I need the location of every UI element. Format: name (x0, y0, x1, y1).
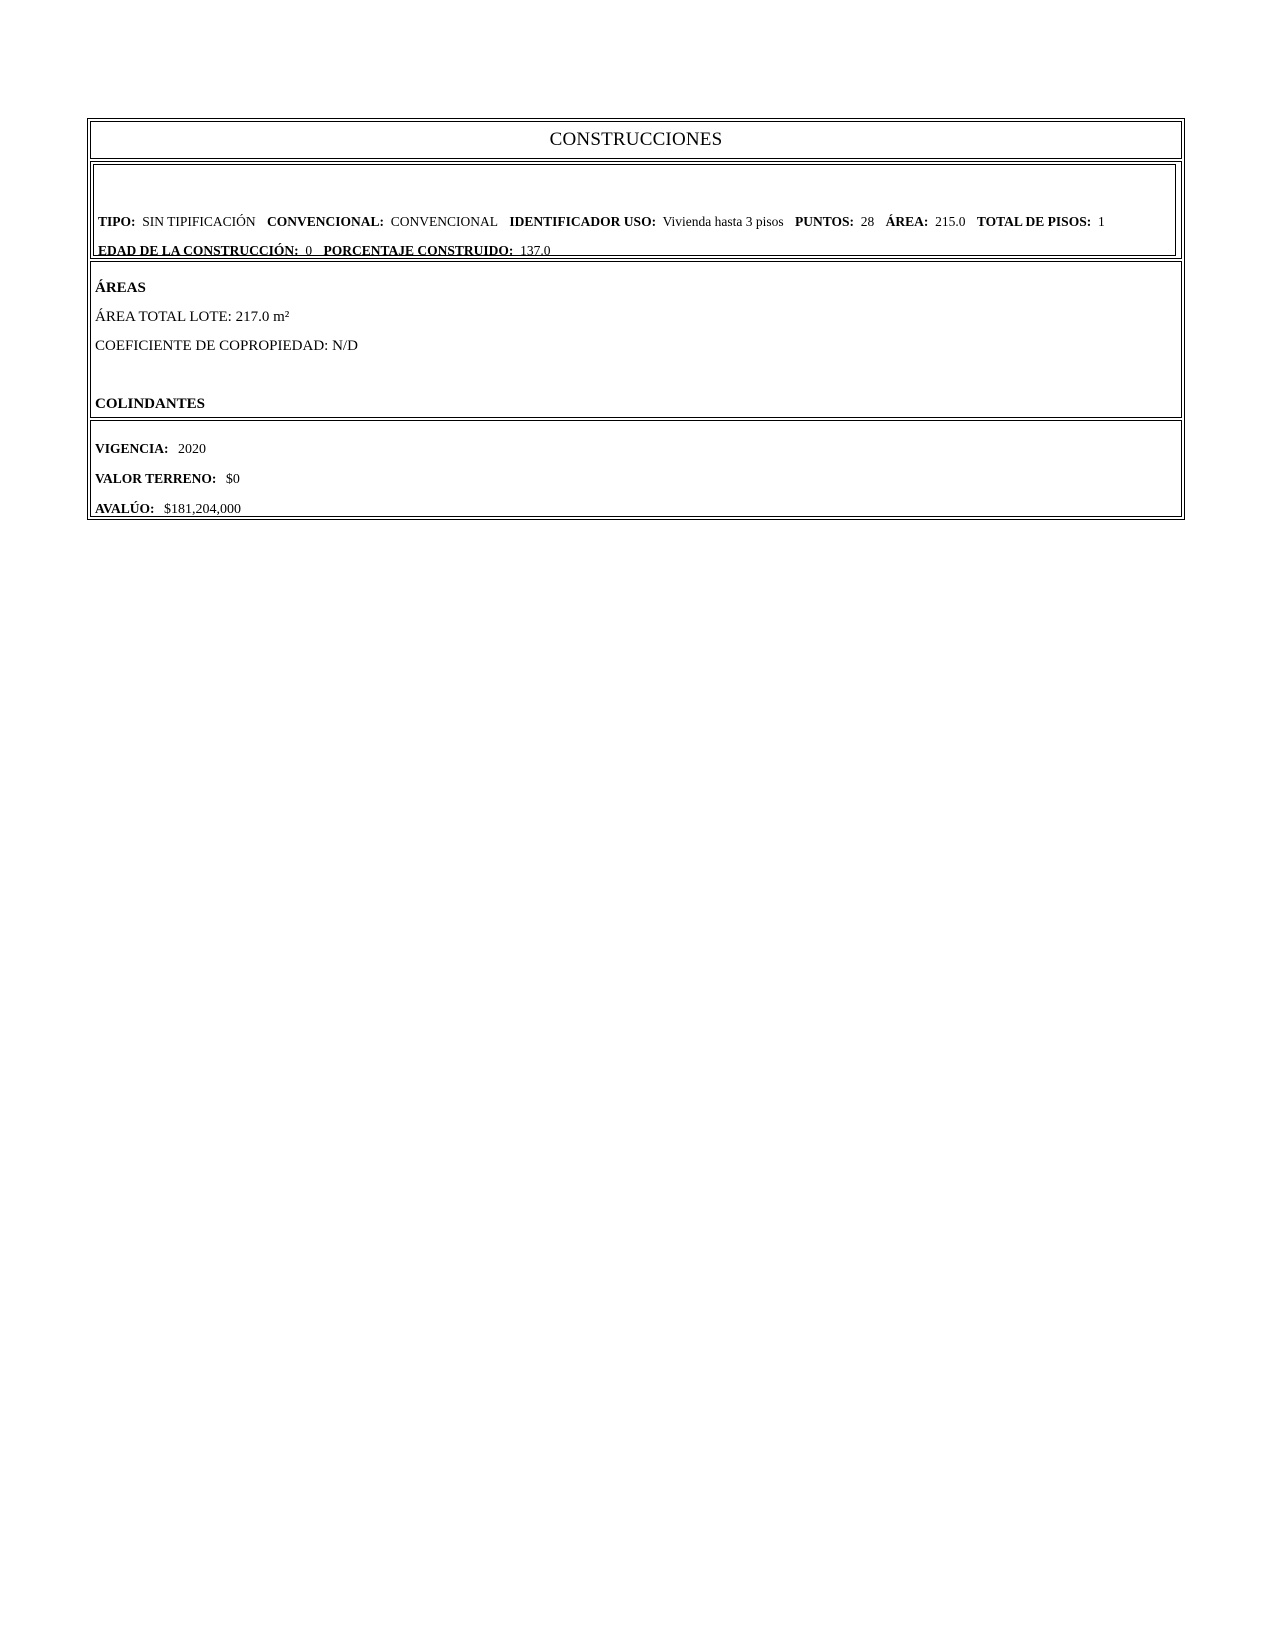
valores-section (90, 420, 1182, 517)
valor-terreno-value: $0 (225, 472, 240, 487)
area-total-lote: ÁREA TOTAL LOTE: 217.0 m² (95, 309, 290, 325)
total-pisos-value: 1 (1097, 214, 1105, 229)
construcciones-header (90, 121, 1182, 159)
construcciones-title: CONSTRUCCIONES (549, 129, 723, 150)
construcciones-line-1 (98, 207, 1171, 236)
avaluo-row (95, 494, 1177, 524)
puntos-value: 28 (860, 214, 875, 229)
avaluo-value: $181,204,000 (164, 502, 242, 517)
spacer (95, 361, 1177, 390)
edad-construccion-value: 0 (305, 243, 313, 258)
area-label: ÁREA: (885, 214, 929, 229)
tipo-value: SIN TIPIFICACIÓN (142, 214, 256, 229)
vigencia-label: VIGENCIA: (95, 441, 169, 456)
porcentaje-construido-label: PORCENTAJE CONSTRUIDO: (323, 243, 514, 258)
areas-heading: ÁREAS (95, 280, 146, 296)
valor-terreno-label: VALOR TERRENO: (95, 471, 217, 486)
avaluo-label: AVALÚO: (95, 501, 155, 516)
areas-section (90, 261, 1182, 418)
construcciones-details (93, 164, 1176, 256)
total-pisos-label: TOTAL DE PISOS: (976, 214, 1092, 229)
document-frame (87, 118, 1185, 520)
vigencia-value: 2020 (178, 442, 207, 457)
construcciones-section (90, 161, 1182, 259)
coeficiente-copropiedad: COEFICIENTE DE COPROPIEDAD: N/D (95, 338, 358, 354)
vigencia-row (95, 434, 1177, 464)
valor-terreno-row (95, 464, 1177, 494)
identificador-uso-value: Vivienda hasta 3 pisos (662, 214, 784, 229)
edad-construccion-label: EDAD DE LA CONSTRUCCIÓN: (98, 243, 299, 258)
tipo-label: TIPO: (98, 214, 136, 229)
convencional-label: CONVENCIONAL: (267, 214, 385, 229)
convencional-value: CONVENCIONAL (390, 214, 499, 229)
porcentaje-construido-value: 137.0 (520, 243, 551, 258)
identificador-uso-label: IDENTIFICADOR USO: (509, 214, 657, 229)
colindantes-heading: COLINDANTES (95, 396, 206, 412)
area-value: 215.0 (935, 214, 966, 229)
puntos-label: PUNTOS: (795, 214, 855, 229)
